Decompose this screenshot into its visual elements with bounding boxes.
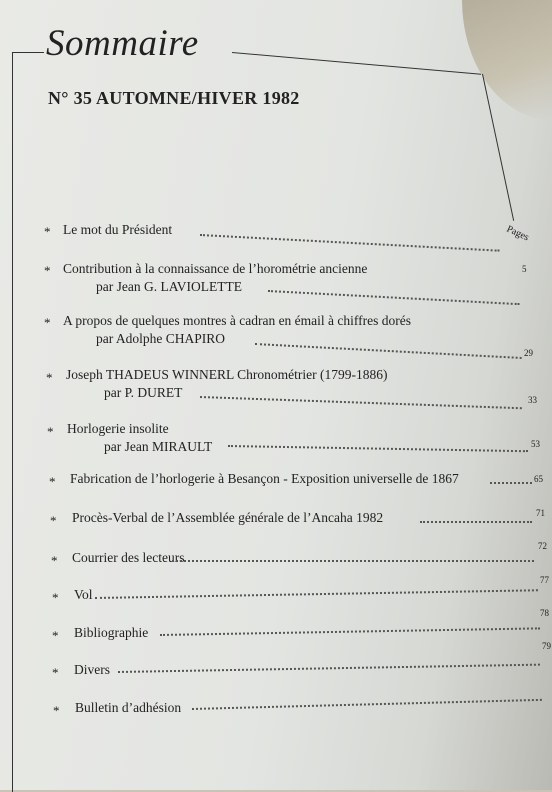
toc-entry-title: Courrier des lecteurs	[72, 550, 185, 565]
bullet-asterisk: *	[53, 703, 60, 718]
bullet-asterisk: *	[44, 224, 51, 239]
toc-entry-author: par Jean MIRAULT	[104, 439, 213, 454]
pages-column-label: Pages	[504, 223, 531, 244]
page-number: 33	[528, 395, 537, 405]
frame-rule-left	[12, 52, 13, 792]
page-number: 77	[540, 575, 549, 585]
dot-leader	[118, 664, 540, 673]
page-number: 71	[536, 508, 545, 518]
bullet-asterisk: *	[49, 474, 56, 489]
toc-entry-title: Le mot du Président	[63, 222, 173, 237]
page-curl-shadow	[462, 0, 552, 120]
frame-rule-top	[232, 52, 481, 75]
dot-leader	[255, 343, 522, 359]
dot-leader	[228, 445, 528, 452]
bullet-asterisk: *	[47, 424, 54, 439]
page-number: 29	[524, 348, 533, 358]
bullet-asterisk: *	[51, 553, 58, 568]
toc-entry-title: Fabrication de l’horlogerie à Besançon - Exposition universelle de 1867	[70, 471, 459, 486]
dot-leader	[95, 589, 538, 599]
toc-entry-title: A propos de quelques montres à cadran en émail à chiffres dorés	[63, 313, 412, 328]
toc-entry-title: Joseph THADEUS WINNERL Chronométrier (1799-1886)	[66, 367, 388, 382]
page-title: Sommaire	[46, 23, 199, 64]
bullet-asterisk: *	[52, 665, 59, 680]
toc-entry-title: Bulletin d’adhésion	[75, 700, 182, 715]
bullet-asterisk: *	[44, 263, 51, 278]
toc-entry-title: Procès-Verbal de l’Assemblée générale de l’Ancaha 1982	[72, 510, 384, 525]
toc-entry-title: Vol	[74, 587, 93, 602]
bullet-asterisk: *	[50, 513, 57, 528]
bullet-asterisk: *	[52, 628, 59, 643]
page-number: 78	[540, 608, 549, 618]
toc-entry-title: Divers	[74, 662, 110, 677]
page-number: 79	[542, 641, 551, 651]
toc-entry-author: par P. DURET	[104, 385, 183, 400]
page-number: 5	[522, 264, 527, 274]
toc-entry-title: Bibliographie	[74, 625, 149, 640]
page-number: 72	[538, 541, 547, 551]
bullet-asterisk: *	[46, 370, 53, 385]
toc-entry-author: par Jean G. LAVIOLETTE	[96, 279, 242, 294]
issue-heading: N° 35 AUTOMNE/HIVER 1982	[48, 88, 300, 108]
toc-entry-title: Contribution à la connaissance de l’horométrie ancienne	[63, 261, 368, 276]
page-number: 53	[531, 439, 540, 449]
toc-entry-author: par Adolphe CHAPIRO	[96, 331, 225, 346]
dot-leader	[192, 699, 542, 710]
bullet-asterisk: *	[52, 590, 59, 605]
dot-leader	[490, 482, 532, 484]
frame-rule-left-top	[12, 52, 44, 53]
bullet-asterisk: *	[44, 315, 51, 330]
dot-leader	[420, 521, 532, 523]
dot-leader	[172, 560, 534, 562]
page-number: 65	[534, 474, 543, 484]
dot-leader	[160, 627, 540, 636]
toc-entry-title: Horlogerie insolite	[67, 421, 169, 436]
dot-leader	[200, 396, 522, 409]
dot-leader	[268, 290, 520, 305]
dot-leader	[200, 234, 500, 252]
